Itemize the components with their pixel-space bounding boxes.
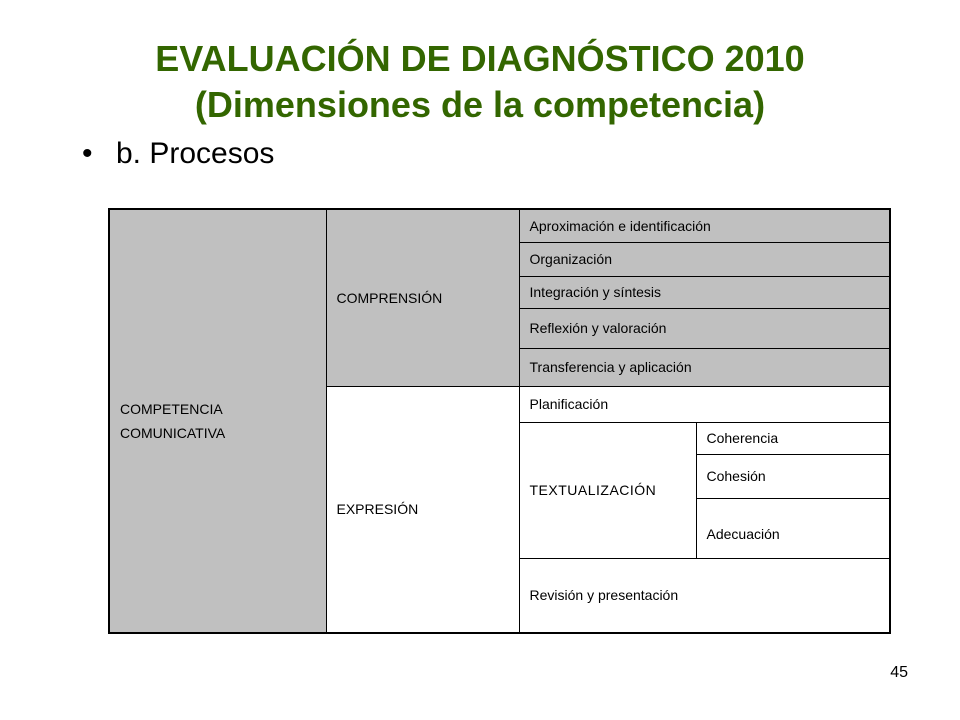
competencia-table <box>108 208 891 634</box>
comprension-item: Reflexión y valoración <box>519 308 890 348</box>
comprension-item: Aproximación e identificación <box>519 209 890 242</box>
cell-textualizacion: TEXTUALIZACIÓN <box>519 422 696 558</box>
revision-item: Revisión y presentación <box>519 558 890 633</box>
textualizacion-item: Adecuación <box>696 498 890 558</box>
bullet-item <box>82 134 274 174</box>
cell-competencia: COMPETENCIA COMUNICATIVA <box>109 209 326 633</box>
title-line-1: EVALUACIÓN DE DIAGNÓSTICO 2010 <box>155 38 805 79</box>
title-line-2: (Dimensiones de la competencia) <box>194 84 766 125</box>
bullet-icon: • <box>82 137 93 170</box>
cell-comprension: COMPRENSIÓN <box>326 209 519 386</box>
comprension-item: Transferencia y aplicación <box>519 348 890 386</box>
bullet-text: b. Procesos <box>116 137 275 170</box>
textualizacion-item: Coherencia <box>696 422 890 454</box>
comprension-item: Organización <box>519 242 890 276</box>
cell-expresion: EXPRESIÓN <box>326 386 519 633</box>
comprension-item: Integración y síntesis <box>519 276 890 308</box>
planificacion-item: Planificación <box>519 386 890 422</box>
textualizacion-item: Cohesión <box>696 454 890 498</box>
slide-title <box>0 36 960 128</box>
slide-number: 45 <box>890 664 908 681</box>
